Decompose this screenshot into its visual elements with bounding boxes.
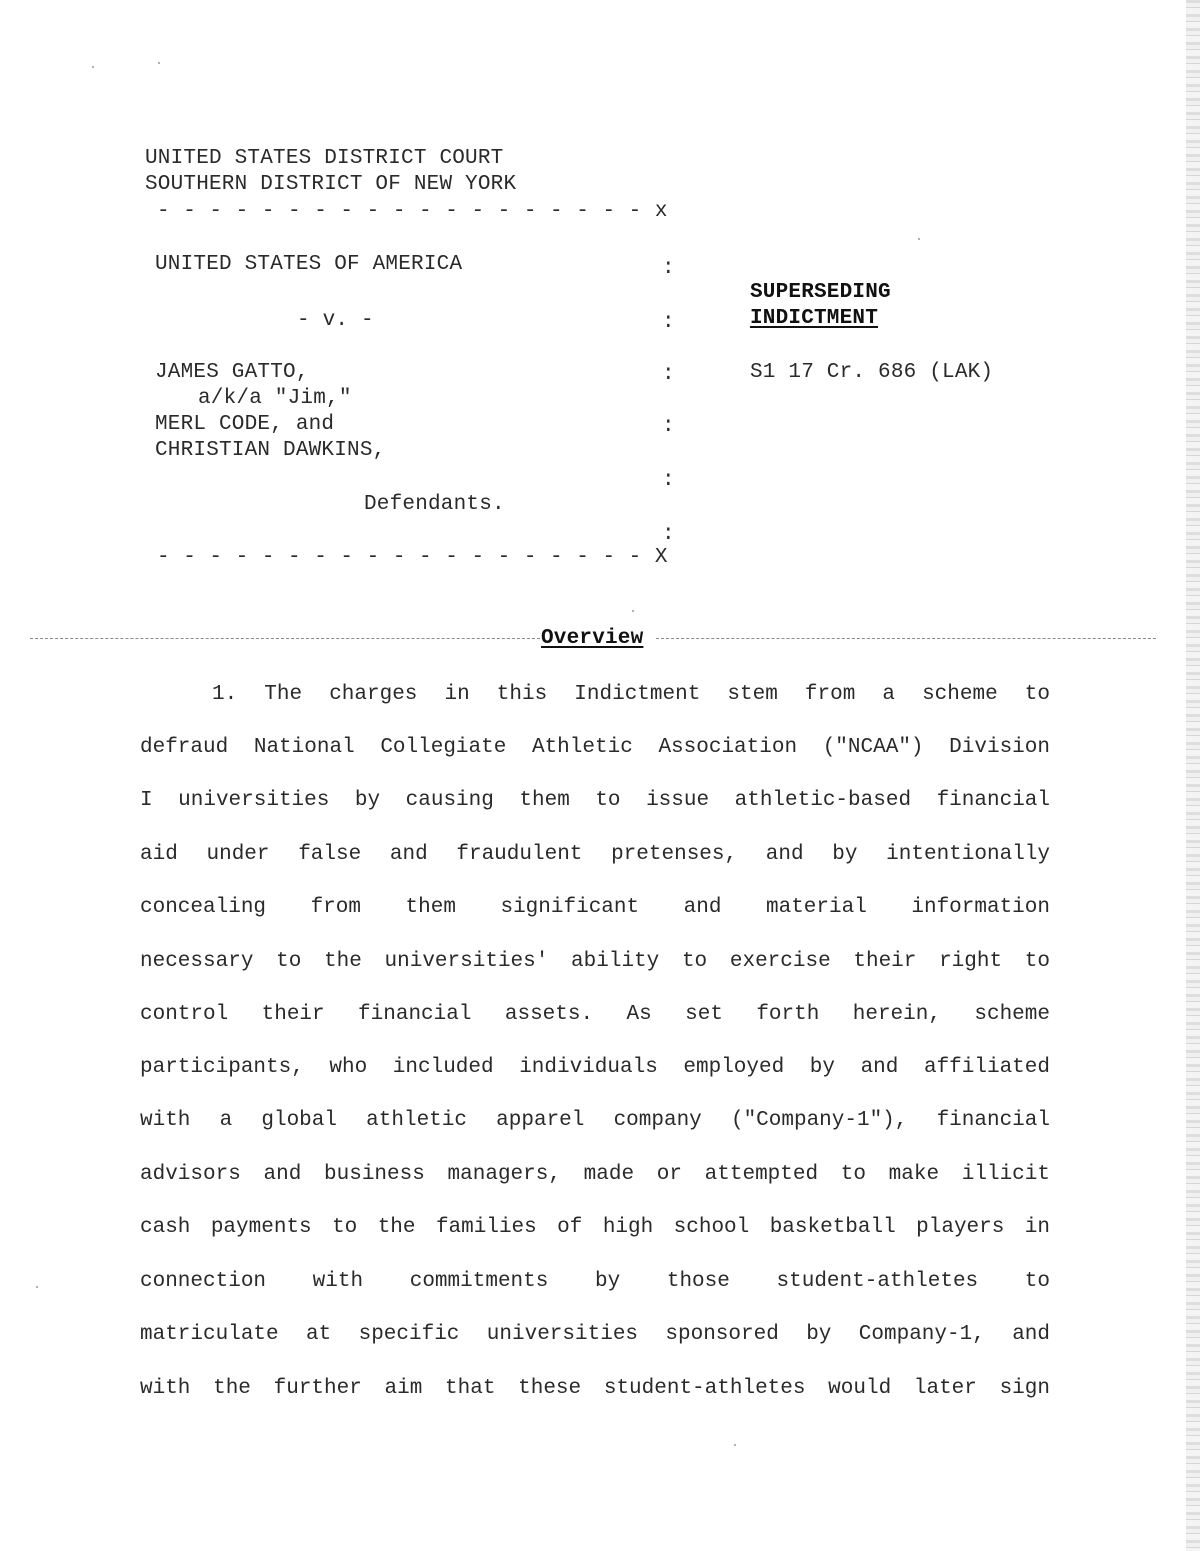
heading-rule-right [656,638,1156,639]
paragraph-line: necessary to the universities' ability to exercise their right to [140,950,1050,973]
paragraph-line: I universities by causing them to issue athletic-based financial [140,789,1050,812]
case-number: S1 17 Cr. 686 (LAK) [750,361,994,384]
paragraph-line: aid under false and fraudulent pretenses, and by intentionally [140,843,1050,866]
paragraph-line: 1. The charges in this Indictment stem from a scheme to [212,683,1050,706]
paragraph-line: with a global athletic apparel company ("Company-1"), financial [140,1109,1050,1132]
heading-rule-left [30,638,540,639]
caption-colon: : [662,469,675,492]
court-name-line-2: SOUTHERN DISTRICT OF NEW YORK [145,173,517,196]
versus-label: - v. - [297,309,374,332]
scan-speck [92,66,94,68]
defendant-3: CHRISTIAN DAWKINS, [155,439,386,462]
defendants-label: Defendants. [364,493,505,516]
scan-speck [158,62,160,64]
caption-colon: : [662,415,675,438]
scan-edge [1186,0,1200,1551]
section-heading: Overview [541,627,644,650]
scan-speck [632,610,634,612]
scan-speck [918,238,920,240]
caption-colon: : [662,523,675,546]
caption-colon: : [662,257,675,280]
paragraph-line: advisors and business managers, made or attempted to make illicit [140,1163,1050,1186]
paragraph-line: participants, who included individuals employed by and affiliated [140,1056,1050,1079]
paragraph-line: defraud National Collegiate Athletic Association ("NCAA") Division [140,736,1050,759]
paragraph-line: control their financial assets. As set forth herein, scheme [140,1003,1050,1026]
document-title-line-2: INDICTMENT [750,307,879,330]
defendant-2: MERL CODE, and [155,413,335,436]
caption-bottom-border: - - - - - - - - - - - - - - - - - - - X [157,546,668,569]
plaintiff-name: UNITED STATES OF AMERICA [155,253,463,276]
caption-top-border: - - - - - - - - - - - - - - - - - - - x [157,200,668,223]
scan-speck [36,1286,38,1288]
scan-speck [734,1444,736,1446]
document-title-line-1: SUPERSEDING [750,281,891,304]
paragraph-line: with the further aim that these student-athletes would later sign [140,1377,1050,1400]
paragraph-line: connection with commitments by those student-athletes to [140,1270,1050,1293]
caption-colon: : [662,363,675,386]
paragraph-line: matriculate at specific universities sponsored by Company-1, and [140,1323,1050,1346]
court-name-line-1: UNITED STATES DISTRICT COURT [145,147,504,170]
defendant-1: JAMES GATTO, [155,361,309,384]
defendant-1-alias: a/k/a "Jim," [198,387,352,410]
paragraph-line: concealing from them significant and material information [140,896,1050,919]
paragraph-line: cash payments to the families of high school basketball players in [140,1216,1050,1239]
caption-colon: : [662,311,675,334]
